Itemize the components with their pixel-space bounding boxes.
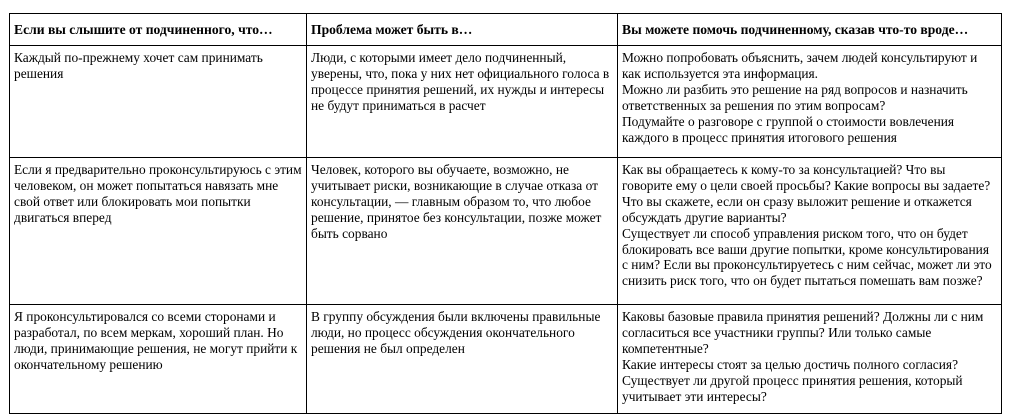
cell-hear: Если я предварительно проконсультируюсь с этим человеком, он может попытаться навязать мне свой ответ или блокировать мои попытки двигаться вперед [10, 158, 307, 305]
help-line: Можно ли разбить это решение на ряд вопросов и назначить ответственных за решения по этим вопросам? [622, 81, 968, 113]
header-problem: Проблема может быть в… [307, 14, 618, 46]
table-row [10, 46, 1002, 158]
help-line: Подумайте о разговоре с группой о стоимости вовлечения каждого в процесс принятия итогового решения [622, 113, 955, 145]
table-row [10, 305, 1002, 414]
header-help: Вы можете помочь подчиненному, сказав что-то вроде… [618, 14, 1002, 46]
help-line: Существует ли способ управления риском того, что он будет блокировать все ваши другие попытки, кроме консультирования с ним? Если вы проконсультируетесь с ним сейчас, может ли это снизить риск того, что он будет пытаться помешать вам позже? [622, 225, 992, 289]
help-line: Каковы базовые правила принятия решений? Должны ли с ним согласиться все участники группы? Или только самые компетентные? [622, 309, 984, 356]
cell-problem: Человек, которого вы обучаете, возможно, не учитывает риски, возникающие в случае отказа от консультации, — главным образом то, что любое решение, принятое без консультации, позже может быть сорвано [307, 158, 618, 305]
help-line: Как вы обращаетесь к кому-то за консультацией? Что вы говорите ему о цели своей просьбы? Какие вопросы вы задаете? Что вы скажете, если он сразу выложит решение и откажется обсуждать другие варианты? [622, 162, 991, 225]
cell-problem: В группу обсуждения были включены правильные люди, но процесс обсуждения окончательного решения не был определен [307, 305, 618, 414]
cell-hear: Каждый по-прежнему хочет сам принимать решения [10, 46, 307, 158]
coaching-table-container [9, 13, 1002, 414]
cell-help [618, 305, 1002, 414]
table-header-row [10, 14, 1002, 46]
header-hear: Если вы слышите от подчиненного, что… [10, 14, 307, 46]
help-line: Существует ли другой процесс принятия решения, который учитывает эти интересы? [622, 372, 963, 404]
cell-hear: Я проконсультировался со всеми сторонами и разработал, по всем меркам, хороший план. Но люди, принимающие решения, не могут прийти к окончательному решению [10, 305, 307, 414]
coaching-table [9, 13, 1002, 414]
cell-help [618, 46, 1002, 158]
cell-problem: Люди, с которыми имеет дело подчиненный, уверены, что, пока у них нет официального голоса в процессе принятия решений, их нужды и интересы не будут приниматься в расчет [307, 46, 618, 158]
table-row [10, 158, 1002, 305]
help-line: Какие интересы стоят за целью достичь полного согласия? [622, 356, 959, 372]
help-line: Можно попробовать объяснить, зачем людей консультируют и как используется эта информация. [622, 50, 978, 81]
cell-help [618, 158, 1002, 305]
